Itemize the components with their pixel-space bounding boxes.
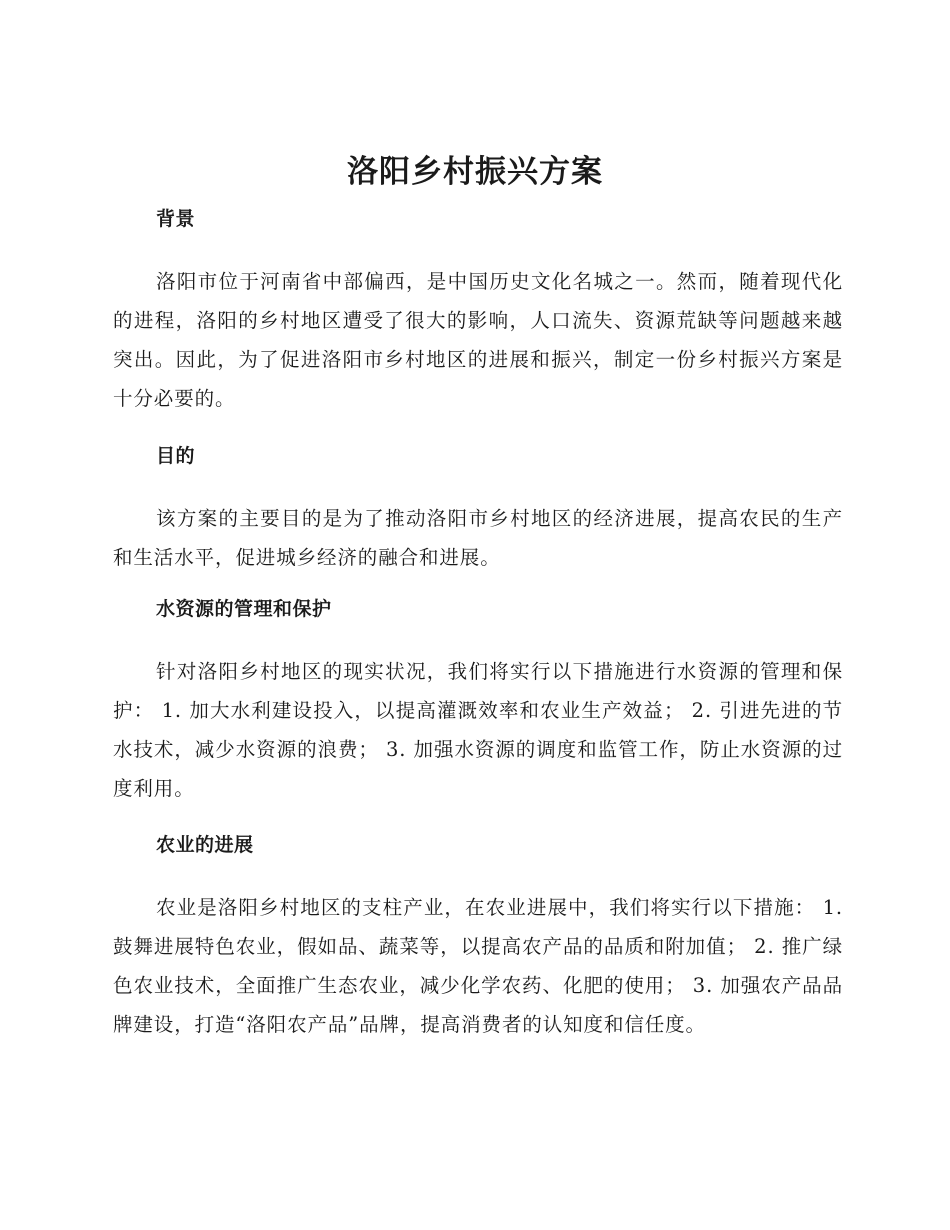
section-paragraph: 洛阳市位于河南省中部偏西，是中国历史文化名城之一。然而，随着现代化的进程，洛阳的乡村地区遭受了很大的影响，人口流失、资源荒缺等问题越来越突出。因此，为了促进洛阳市乡村地区的进展和振兴，制定一份乡村振兴方案是十分必要的。 — [113, 270, 843, 410]
section-heading: 水资源的管理和保护 — [156, 598, 332, 620]
section-background — [113, 204, 843, 418]
document-title: 洛阳乡村振兴方案 — [347, 154, 603, 190]
section-paragraph: 农业是洛阳乡村地区的支柱产业，在农业进展中，我们将实行以下措施： 1. 鼓舞进展特色农业，假如品、蔬菜等，以提高农产品的品质和附加值； 2. 推广绿色农业技术，全面推广生态农业，减少化学农药、化肥的使用； 3. 加强农产品品牌建设，打造“洛阳农产品”品牌，提高消费者的认知度和信任度。 — [113, 896, 843, 1036]
section-heading: 背景 — [156, 208, 196, 230]
section-paragraph: 针对洛阳乡村地区的现实状况，我们将实行以下措施进行水资源的管理和保护： 1. 加大水利建设投入，以提高灌溉效率和农业生产效益； 2. 引进先进的节水技术，减少水资源的浪费； 3. 加强水资源的调度和监管工作，防止水资源的过度利用。 — [113, 660, 843, 800]
section-heading: 目的 — [156, 445, 196, 467]
section-paragraph: 该方案的主要目的是为了推动洛阳市乡村地区的经济进展，提高农民的生产和生活水平，促进城乡经济的融合和进展。 — [113, 507, 843, 569]
section-agriculture — [113, 830, 843, 1044]
section-purpose — [113, 441, 843, 577]
section-water-resources — [113, 594, 843, 808]
section-heading: 农业的进展 — [156, 834, 254, 856]
